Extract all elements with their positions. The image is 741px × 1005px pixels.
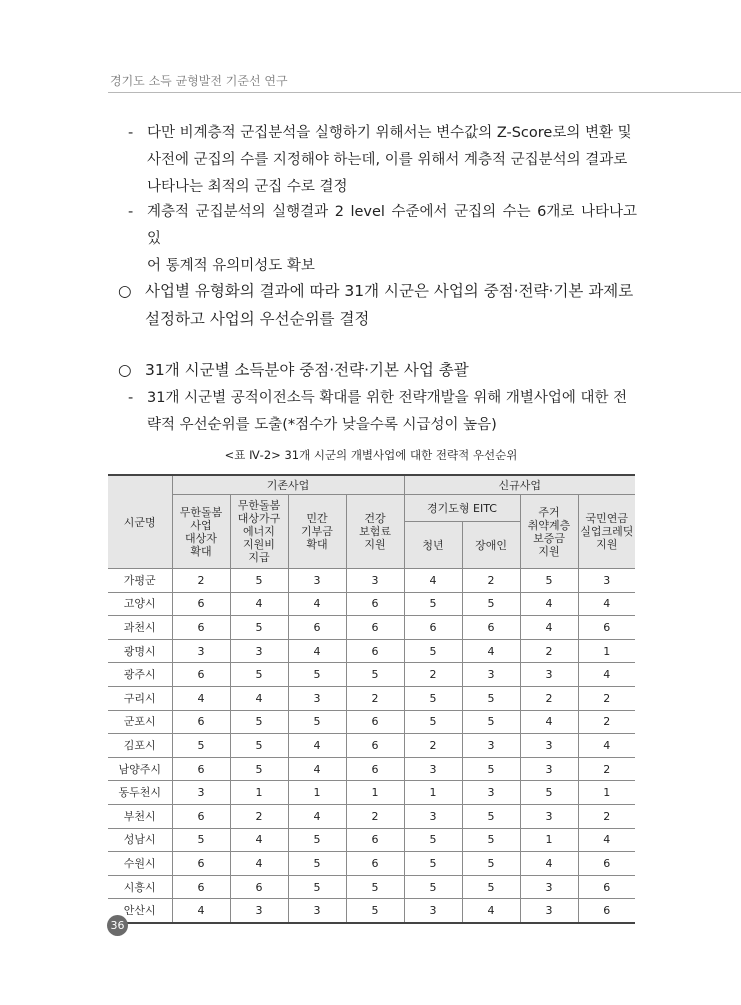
- priority-score-cell: 6: [578, 899, 635, 923]
- city-name-cell: 수원시: [108, 852, 172, 876]
- priority-score-cell: 5: [288, 710, 346, 734]
- header-new-projects: 신규사업: [404, 475, 635, 495]
- priority-score-cell: 2: [520, 639, 578, 663]
- city-name-cell: 군포시: [108, 710, 172, 734]
- priority-score-cell: 6: [346, 616, 404, 640]
- priority-score-cell: 2: [578, 710, 635, 734]
- header-eitc: 경기도형 EITC: [404, 495, 520, 522]
- priority-score-cell: 5: [462, 828, 520, 852]
- priority-score-cell: 5: [462, 804, 520, 828]
- priority-score-cell: 6: [404, 616, 462, 640]
- priority-score-cell: 6: [172, 875, 230, 899]
- priority-score-cell: 4: [172, 686, 230, 710]
- text-line: 사전에 군집의 수를 지정해야 하는데, 이를 위해서 계층적 군집분석의 결과로: [147, 152, 628, 168]
- priority-score-cell: 3: [520, 804, 578, 828]
- dash-item-3: [147, 385, 637, 439]
- priority-score-cell: 4: [288, 734, 346, 758]
- priority-score-cell: 4: [288, 592, 346, 616]
- priority-score-cell: 5: [462, 592, 520, 616]
- priority-score-cell: 3: [520, 734, 578, 758]
- priority-score-cell: 5: [404, 686, 462, 710]
- priority-score-cell: 3: [462, 663, 520, 687]
- table-row: [108, 852, 635, 876]
- priority-score-cell: 5: [230, 663, 288, 687]
- text-line: 략적 우선순위를 도출(*점수가 낮을수록 시급성이 높음): [147, 417, 497, 433]
- header-donation: 민간 기부금 확대: [288, 495, 346, 569]
- table-caption: <표 Ⅳ-2> 31개 시군의 개별사업에 대한 전략적 우선순위: [224, 448, 518, 462]
- page-number: 36: [107, 915, 128, 936]
- priority-score-cell: 4: [230, 852, 288, 876]
- priority-score-cell: 6: [346, 639, 404, 663]
- priority-score-cell: 6: [346, 852, 404, 876]
- city-name-cell: 김포시: [108, 734, 172, 758]
- priority-score-cell: 5: [230, 734, 288, 758]
- priority-score-cell: 4: [520, 852, 578, 876]
- table-row: [108, 686, 635, 710]
- priority-score-cell: 4: [578, 663, 635, 687]
- priority-score-cell: 5: [462, 852, 520, 876]
- city-name-cell: 고양시: [108, 592, 172, 616]
- priority-score-cell: 1: [520, 828, 578, 852]
- priority-score-cell: 6: [230, 875, 288, 899]
- priority-score-cell: 5: [230, 616, 288, 640]
- priority-score-cell: 3: [404, 757, 462, 781]
- table-row: [108, 734, 635, 758]
- dash-marker: -: [128, 125, 134, 141]
- priority-score-cell: 5: [404, 592, 462, 616]
- header-city: 시군명: [108, 475, 172, 569]
- city-name-cell: 부천시: [108, 804, 172, 828]
- text-line: 다만 비계층적 군집분석을 실행하기 위해서는 변수값의 Z-Score로의 변환 및: [147, 125, 632, 141]
- priority-score-cell: 2: [404, 663, 462, 687]
- priority-score-cell: 5: [172, 828, 230, 852]
- priority-score-cell: 4: [578, 828, 635, 852]
- priority-score-cell: 4: [230, 686, 288, 710]
- priority-score-cell: 3: [288, 569, 346, 593]
- priority-score-cell: 3: [230, 899, 288, 923]
- priority-score-cell: 5: [404, 875, 462, 899]
- priority-score-cell: 2: [578, 757, 635, 781]
- priority-score-cell: 3: [462, 734, 520, 758]
- priority-score-cell: 6: [578, 616, 635, 640]
- city-name-cell: 성남시: [108, 828, 172, 852]
- priority-score-cell: 6: [346, 592, 404, 616]
- priority-score-cell: 4: [578, 734, 635, 758]
- priority-score-cell: 6: [172, 710, 230, 734]
- priority-score-cell: 2: [346, 804, 404, 828]
- city-name-cell: 가평군: [108, 569, 172, 593]
- running-header-title: 경기도 소득 균형발전 기준선 연구: [110, 74, 288, 88]
- priority-score-cell: 6: [288, 616, 346, 640]
- priority-score-cell: 4: [462, 899, 520, 923]
- header-existing-projects: 기존사업: [172, 475, 404, 495]
- priority-score-cell: 4: [520, 710, 578, 734]
- priority-score-cell: 3: [404, 899, 462, 923]
- text-line: 사업별 유형화의 결과에 따라 31개 시군은 사업의 중점·전략·기본 과제로: [145, 282, 634, 300]
- priority-score-cell: 5: [520, 569, 578, 593]
- header-energy-support: 무한돌봄 대상가구 에너지 지원비 지급: [230, 495, 288, 569]
- priority-score-cell: 5: [288, 875, 346, 899]
- table-row: [108, 616, 635, 640]
- city-name-cell: 안산시: [108, 899, 172, 923]
- header-pension-credit: 국민연금 실업크레딧 지원: [578, 495, 635, 569]
- priority-score-cell: 2: [520, 686, 578, 710]
- priority-score-cell: 1: [288, 781, 346, 805]
- table-row: [108, 569, 635, 593]
- priority-score-cell: 3: [404, 804, 462, 828]
- priority-score-cell: 4: [230, 592, 288, 616]
- text-line: 어 통계적 유의미성도 확보: [147, 258, 315, 274]
- priority-score-cell: 2: [346, 686, 404, 710]
- priority-score-cell: 5: [462, 686, 520, 710]
- priority-score-cell: 1: [404, 781, 462, 805]
- priority-score-cell: 6: [346, 710, 404, 734]
- priority-score-cell: 5: [404, 710, 462, 734]
- city-name-cell: 동두천시: [108, 781, 172, 805]
- table-row: [108, 875, 635, 899]
- priority-score-cell: 2: [578, 804, 635, 828]
- table-row: [108, 757, 635, 781]
- header-health-insurance: 건강 보험료 지원: [346, 495, 404, 569]
- priority-score-cell: 3: [462, 781, 520, 805]
- table-row: [108, 710, 635, 734]
- city-name-cell: 광명시: [108, 639, 172, 663]
- priority-score-cell: 6: [462, 616, 520, 640]
- text-line: 나타나는 최적의 군집 수로 결정: [147, 179, 348, 195]
- priority-score-cell: 3: [288, 686, 346, 710]
- priority-score-cell: 1: [230, 781, 288, 805]
- priority-score-cell: 3: [230, 639, 288, 663]
- priority-score-cell: 1: [578, 639, 635, 663]
- circle-bullet-marker: ○: [118, 361, 132, 379]
- priority-score-cell: 3: [520, 757, 578, 781]
- text-line: 31개 시군별 공적이전소득 확대를 위한 전략개발을 위해 개별사업에 대한 전: [147, 390, 628, 406]
- priority-score-cell: 4: [172, 899, 230, 923]
- priority-score-cell: 5: [172, 734, 230, 758]
- dash-item-1: [147, 120, 637, 201]
- priority-score-cell: 6: [346, 757, 404, 781]
- priority-score-cell: 4: [288, 639, 346, 663]
- priority-score-cell: 4: [230, 828, 288, 852]
- priority-score-cell: 1: [346, 781, 404, 805]
- priority-score-cell: 5: [404, 828, 462, 852]
- priority-score-cell: 4: [462, 639, 520, 663]
- text-line: 설정하고 사업의 우선순위를 결정: [145, 310, 370, 328]
- priority-score-cell: 5: [230, 757, 288, 781]
- priority-score-cell: 3: [520, 875, 578, 899]
- priority-score-cell: 5: [462, 710, 520, 734]
- priority-score-cell: 5: [288, 828, 346, 852]
- priority-score-cell: 3: [520, 663, 578, 687]
- priority-score-cell: 3: [346, 569, 404, 593]
- table-row: [108, 663, 635, 687]
- priority-score-cell: 4: [520, 616, 578, 640]
- priority-score-cell: 5: [288, 663, 346, 687]
- header-care-expansion: 무한돌봄 사업 대상자 확대: [172, 495, 230, 569]
- priority-score-cell: 6: [172, 616, 230, 640]
- priority-score-cell: 6: [172, 592, 230, 616]
- text-line: 계층적 군집분석의 실행결과 2 level 수준에서 군집의 수는 6개로 나타나고 있: [147, 204, 637, 247]
- priority-score-cell: 3: [288, 899, 346, 923]
- priority-score-cell: 6: [172, 804, 230, 828]
- priority-score-cell: 5: [230, 710, 288, 734]
- priority-score-cell: 5: [404, 639, 462, 663]
- city-name-cell: 시흥시: [108, 875, 172, 899]
- dash-item-2: [147, 199, 637, 280]
- priority-score-cell: 4: [520, 592, 578, 616]
- city-name-cell: 구리시: [108, 686, 172, 710]
- priority-score-cell: 1: [578, 781, 635, 805]
- priority-score-cell: 4: [404, 569, 462, 593]
- priority-score-cell: 2: [462, 569, 520, 593]
- city-name-cell: 과천시: [108, 616, 172, 640]
- priority-score-cell: 5: [346, 875, 404, 899]
- header-disabled: 장애인: [462, 522, 520, 569]
- table-row: [108, 639, 635, 663]
- priority-score-cell: 6: [346, 828, 404, 852]
- dash-marker: -: [128, 390, 134, 406]
- priority-score-cell: 3: [578, 569, 635, 593]
- priority-score-cell: 4: [578, 592, 635, 616]
- priority-score-cell: 6: [172, 663, 230, 687]
- city-name-cell: 남양주시: [108, 757, 172, 781]
- priority-score-cell: 5: [520, 781, 578, 805]
- priority-score-cell: 5: [462, 875, 520, 899]
- priority-score-cell: 4: [288, 804, 346, 828]
- table-row: [108, 781, 635, 805]
- table-row: [108, 804, 635, 828]
- priority-score-cell: 3: [520, 899, 578, 923]
- priority-score-cell: 5: [288, 852, 346, 876]
- header-youth: 청년: [404, 522, 462, 569]
- priority-score-cell: 3: [172, 639, 230, 663]
- circle-bullet-marker: ○: [118, 282, 132, 300]
- priority-score-cell: 6: [172, 852, 230, 876]
- bullet-item-1: [145, 277, 637, 333]
- priority-table: [108, 474, 635, 924]
- text-line: 31개 시군별 소득분야 중점·전략·기본 사업 총괄: [145, 361, 469, 379]
- priority-score-cell: 2: [230, 804, 288, 828]
- priority-score-cell: 6: [172, 757, 230, 781]
- table-row: [108, 828, 635, 852]
- priority-score-cell: 5: [346, 663, 404, 687]
- priority-score-cell: 6: [578, 852, 635, 876]
- table-row: [108, 899, 635, 923]
- header-housing: 주거 취약계층 보증금 지원: [520, 495, 578, 569]
- city-name-cell: 광주시: [108, 663, 172, 687]
- priority-score-cell: 6: [578, 875, 635, 899]
- priority-score-cell: 4: [288, 757, 346, 781]
- table-row: [108, 592, 635, 616]
- priority-score-cell: 3: [172, 781, 230, 805]
- priority-score-cell: 5: [346, 899, 404, 923]
- priority-score-cell: 6: [346, 734, 404, 758]
- priority-score-cell: 2: [404, 734, 462, 758]
- dash-marker: -: [128, 204, 134, 220]
- priority-score-cell: 5: [230, 569, 288, 593]
- header-divider: [108, 92, 741, 93]
- priority-score-cell: 2: [578, 686, 635, 710]
- priority-score-cell: 2: [172, 569, 230, 593]
- priority-score-cell: 5: [404, 852, 462, 876]
- priority-score-cell: 5: [462, 757, 520, 781]
- bullet-item-2: [145, 356, 637, 384]
